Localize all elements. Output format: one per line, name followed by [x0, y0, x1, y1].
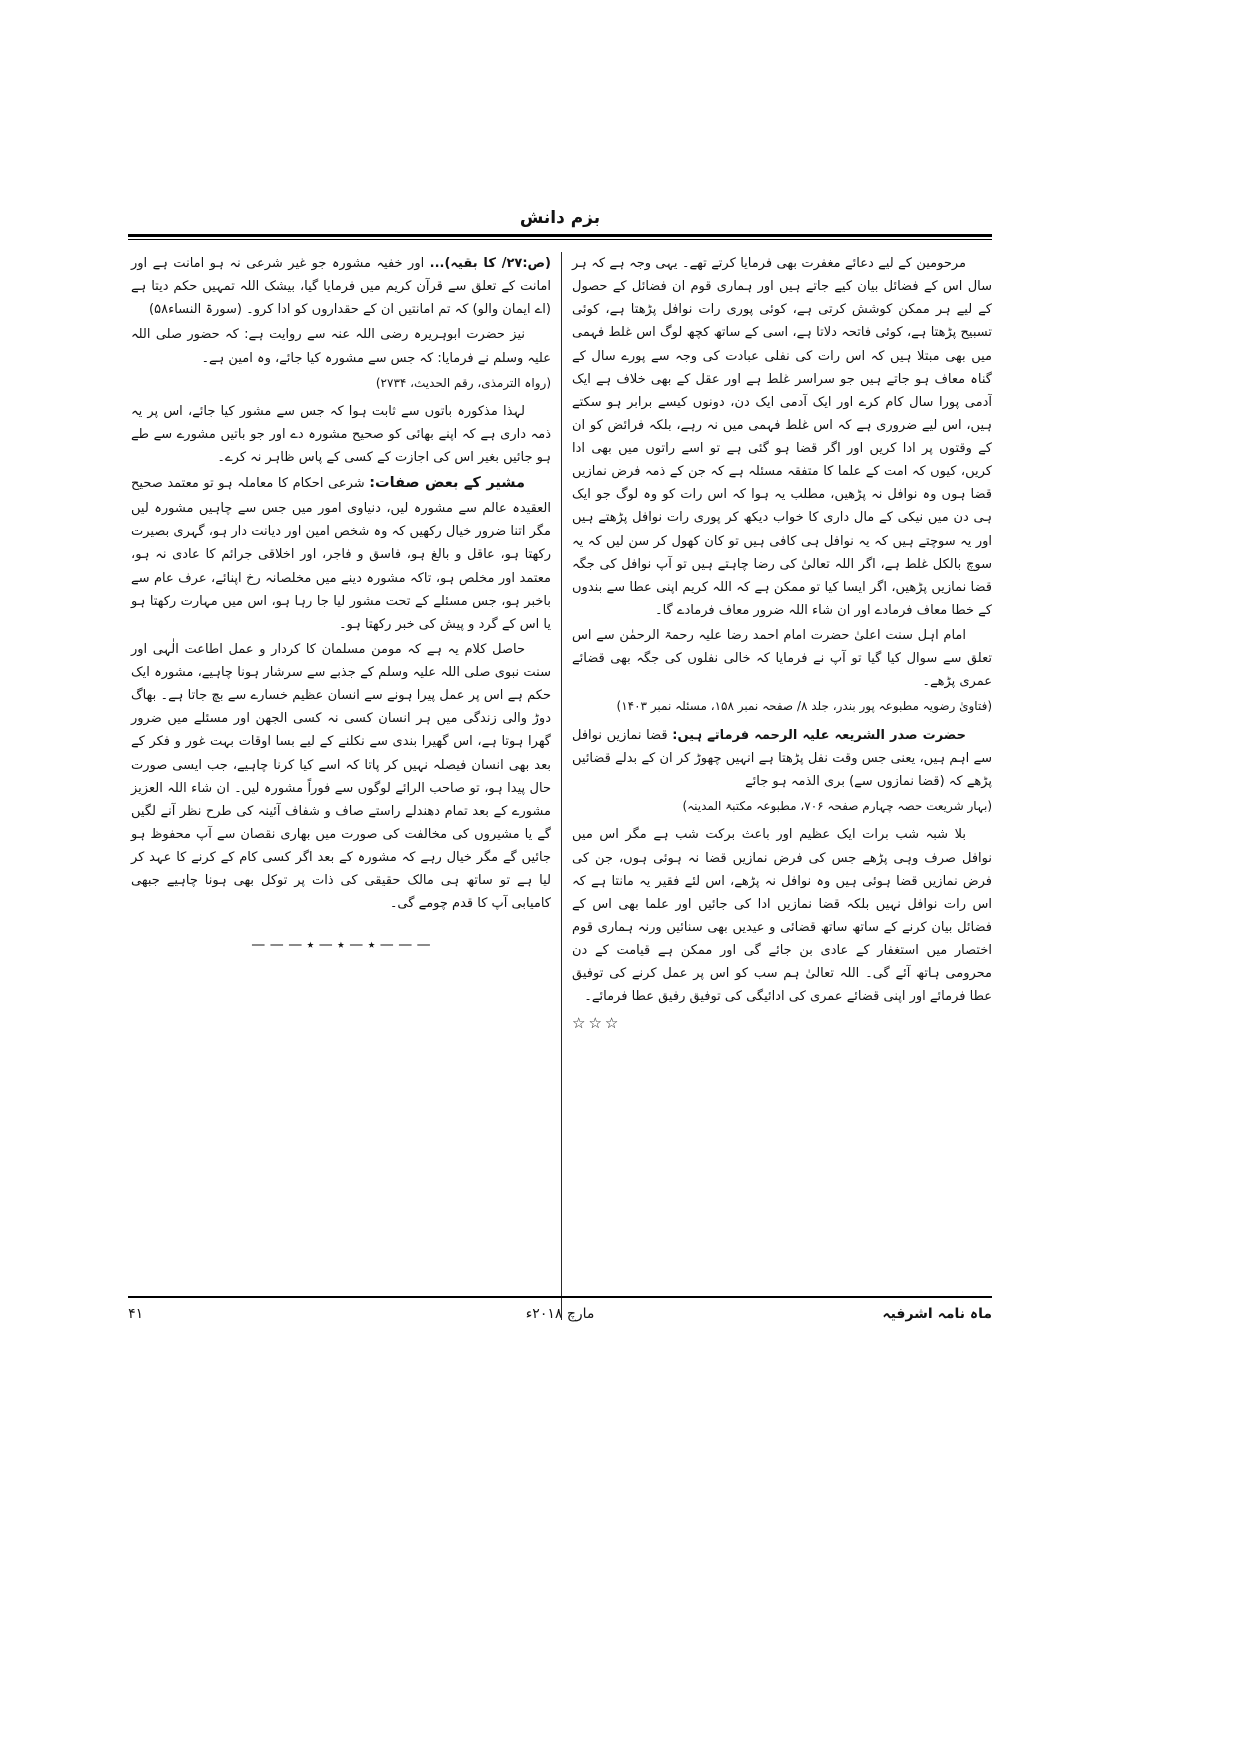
paragraph	[131, 471, 551, 636]
paragraph-text: اور خفیہ مشورہ جو غیر شرعی نہ ہو امانت ہے اور امانت کے تعلق سے قرآن کریم میں فرمایا گیا، بیشک اللہ تمہیں حکم دیتا ہے (اے ایمان والو) کہ تم امانتیں ان کے حقداروں کو ادا کرو۔ (سورۃ النساء۵۸)	[131, 256, 551, 318]
footer-issue-date: مارچ ۲۰۱۸ء	[525, 1306, 595, 1322]
two-column-text-area	[128, 252, 992, 1320]
citation-line: (فتاویٰ رضویہ مطبوعہ پور بندر، جلد ۸/ صفحہ نمبر ۱۵۸، مسئلہ نمبر ۱۴۰۳)	[616, 699, 992, 714]
footer-page-number: ۴۱	[128, 1306, 144, 1322]
continuation-notice: (ص:۲۷/ کا بقیہ)...	[429, 256, 551, 271]
ornamental-divider: — — — ٭ — ٭ — ٭ — — —	[251, 937, 431, 954]
paragraph-text: قضا نمازیں نوافل سے اہم ہیں، یعنی جس وقت نفل پڑھتا ہے انہیں چھوڑ کر ان کے بدلے قضائیں پڑھے کہ (قضا نمازوں سے) بری الذمہ ہو جائے	[572, 727, 992, 789]
paragraph: نیز حضرت ابوہریرہ رضی اللہ عنہ سے روایت ہے: کہ حضور صلی اللہ علیہ وسلم نے فرمایا: کہ جس سے مشورہ کیا جائے، وہ امین ہے۔	[131, 327, 551, 366]
masthead-double-rule	[128, 234, 992, 240]
footer-magazine-title: ماہ نامہ اشرفیہ	[882, 1306, 992, 1322]
paragraph: لہذا مذکورہ باتوں سے ثابت ہوا کہ جس سے مشور کیا جائے، اس پر یہ ذمہ داری ہے کہ اپنے بھائی کو صحیح مشورہ دے اور جو باتیں مشورے سے طے ہو جائیں بغیر اس کی اجازت کے کسی کے پاس ظاہر نہ کرے۔	[131, 403, 551, 466]
paragraph: بلا شبہ شب برات ایک عظیم اور باعث برکت شب ہے مگر اس میں نوافل صرف وہی پڑھے جس کی فرض نمازیں قضا نہ ہوئی ہوں، جن کی فرض نمازیں قضا ہوئی ہیں وہ نوافل نہ پڑھے، اس لئے فقیر یہ مانتا ہے کہ اس رات نوافل نہیں بلکہ قضا نمازیں ادا کی جائیں اور علما بھی اس کے فضائل بیان کرنے کے ساتھ ساتھ قضائی و عیدیں بھی سنائیں ورنہ ہماری قوم اختصار میں استغفار کے عادی بن جائے گی اور ممکن ہے قیامت کے دن محرومی ہاتھ آئے گی۔ اللہ تعالیٰ ہم سب کو اس پر عمل کرنے کی توفیق عطا فرمائے اور اپنی قضائے عمری کی ادائیگی کی توفیق رفیق عطا فرمائے۔	[572, 827, 992, 1005]
paragraph: حاصل کلام یہ ہے کہ مومن مسلمان کا کردار و عمل اطاعت الٰہی اور سنت نبوی صلی اللہ علیہ وسلم کے جذبے سے سرشار ہونا چاہیے، مشورہ ایک حکم ہے اس پر عمل پیرا ہونے سے انسان عظیم خسارے سے بچ جاتا ہے۔ بھاگ دوڑ والی زندگی میں ہر انسان کسی نہ کسی الجھن اور مسئلے میں ضرور گھرا ہوتا ہے، اس گھیرا بندی سے نکلنے کے لیے بسا اوقات بہت غور و فکر کے بعد بھی انسان فیصلہ نہیں کر پاتا کہ اسے کیا کرنا چاہیے، جب ایسی صورت حال پیدا ہو، تو صاحب الرائے لوگوں سے فوراً مشورہ لیں۔ ان شاء اللہ العزیز مشورے کے بعد تمام دھندلے راستے صاف و شفاف آئینہ کی طرح نظر آنے لگیں گے یا مشیروں کی مخالفت کی صورت میں بھاری نقصان سے آپ محفوظ ہو جائیں گے مگر خیال رہے کہ مشورہ کے بعد اگر کسی کام کے کرنے کا عہد کر لیا ہے تو ساتھ ہی مالک حقیقی کی ذات پر توکل بھی ہونا چاہیے جبھی کامیابی آپ کا قدم چومے گی۔	[131, 641, 551, 912]
paragraph	[131, 252, 551, 321]
citation-line: (رواہ الترمذی، رقم الحدیث، ۲۷۳۴)	[375, 375, 551, 390]
page-content	[128, 208, 992, 1320]
paragraph-bold-lead: حضرت صدر الشریعہ علیہ الرحمہ فرماتے ہیں:	[672, 727, 966, 743]
paragraph: امام اہل سنت اعلیٰ حضرت امام احمد رضا علیہ رحمۃ الرحمٰن سے اس تعلق سے سوال کیا گیا تو آپ نے فرمایا کہ خالی نفلوں کی جگہ بھی قضائے عمری پڑھے۔	[572, 628, 992, 690]
end-of-article-stars: ☆☆☆	[572, 1014, 622, 1033]
column-divider-rule	[561, 252, 562, 1320]
paragraph	[572, 724, 992, 793]
section-heading: مشیر کے بعض صفات:	[369, 475, 525, 492]
right-text-column	[572, 252, 992, 1320]
left-text-column	[131, 252, 551, 1320]
page-footer	[128, 1296, 992, 1322]
paragraph-text: شرعی احکام کا معاملہ ہو تو معتمد صحیح العقیدہ عالم سے مشورہ لیں، دنیاوی امور میں جس سے چاہیں مشورہ لیں مگر اتنا ضرور خیال رکھیں کہ وہ شخص امین اور دیانت دار ہو، گہری بصیرت رکھتا ہو، عاقل و بالغ ہو، فاسق و فاجر، اور اخلاقی جرائم کا عادی نہ ہو، معتمد اور مخلص ہو، تاکہ مشورہ دینے میں مخلصانہ رخ اپنائے، عرف عام سے باخبر ہو، جس مسئلے کے تحت مشور لیا جا رہا ہو، اس میں مہارت رکھتا ہو یا اس کے گرد و پیش کی خبر رکھتا ہو۔	[131, 476, 551, 632]
citation-line: (بہار شریعت حصہ چہارم صفحہ ۷۰۶، مطبوعہ مکتبۃ المدینہ)	[682, 799, 992, 814]
footer-row	[128, 1298, 992, 1322]
section-masthead-title: بزم دانش	[519, 208, 601, 228]
paragraph: مرحومین کے لیے دعائے مغفرت بھی فرمایا کرتے تھے۔ یہی وجہ ہے کہ ہر سال اس کے فضائل بیان کیے جاتے ہیں اور ہماری قوم ان فضائل کے حصول کے لیے ہر ممکن کوشش کرتی ہے، کوئی پوری رات نوافل پڑھتا ہے، کوئی تسبیح پڑھتا ہے، کوئی فاتحہ دلاتا ہے، اسی کے ساتھ کچھ لوگ اس غلط فہمی میں بھی مبتلا ہیں کہ اس رات کی نفلی عبادت کی وجہ سے پورے سال کے گناہ معاف ہو جاتے ہیں جو سراسر غلط ہے اور عقل کے بھی خلاف ہے ایک آدمی پورا سال کام کرے اور ایک آدمی ایک دن، دونوں کیسے برابر ہو سکتے ہیں، اس لیے ضروری ہے کہ اس غلط فہمی میں نہ رہے، بلکہ فرائض کو ان کے وقتوں پر ادا کریں اور اگر قضا ہو گئی ہے تو اسے راتوں میں بھی ادا کریں، کیوں کہ امت کے علما کا متفقہ مسئلہ ہے کہ جن کے ذمہ فرض نمازیں قضا ہوں وہ نوافل نہ پڑھیں، مطلب یہ ہوا کہ اس رات کو وہ لوگ جو ایک ہی دن میں نیکی کے مال داری کا خواب دیکھ کر پوری رات نوافل پڑھتے ہیں اور یہ سوچتے ہیں کہ یہ نوافل ہی کافی ہیں تو کان کھول کر سن لیں کہ یہ سوچ بالکل غلط ہے، اگر اللہ تعالیٰ کی رضا چاہتے ہیں تو آپ نوافل کی جگہ قضا نمازیں پڑھیں، اگر ایسا کیا تو ممکن ہے کہ اللہ کریم اپنی عطا سے بندوں کے خطا معاف فرمادے اور ان شاء اللہ ضرور معاف فرمادے گا۔	[572, 256, 992, 618]
